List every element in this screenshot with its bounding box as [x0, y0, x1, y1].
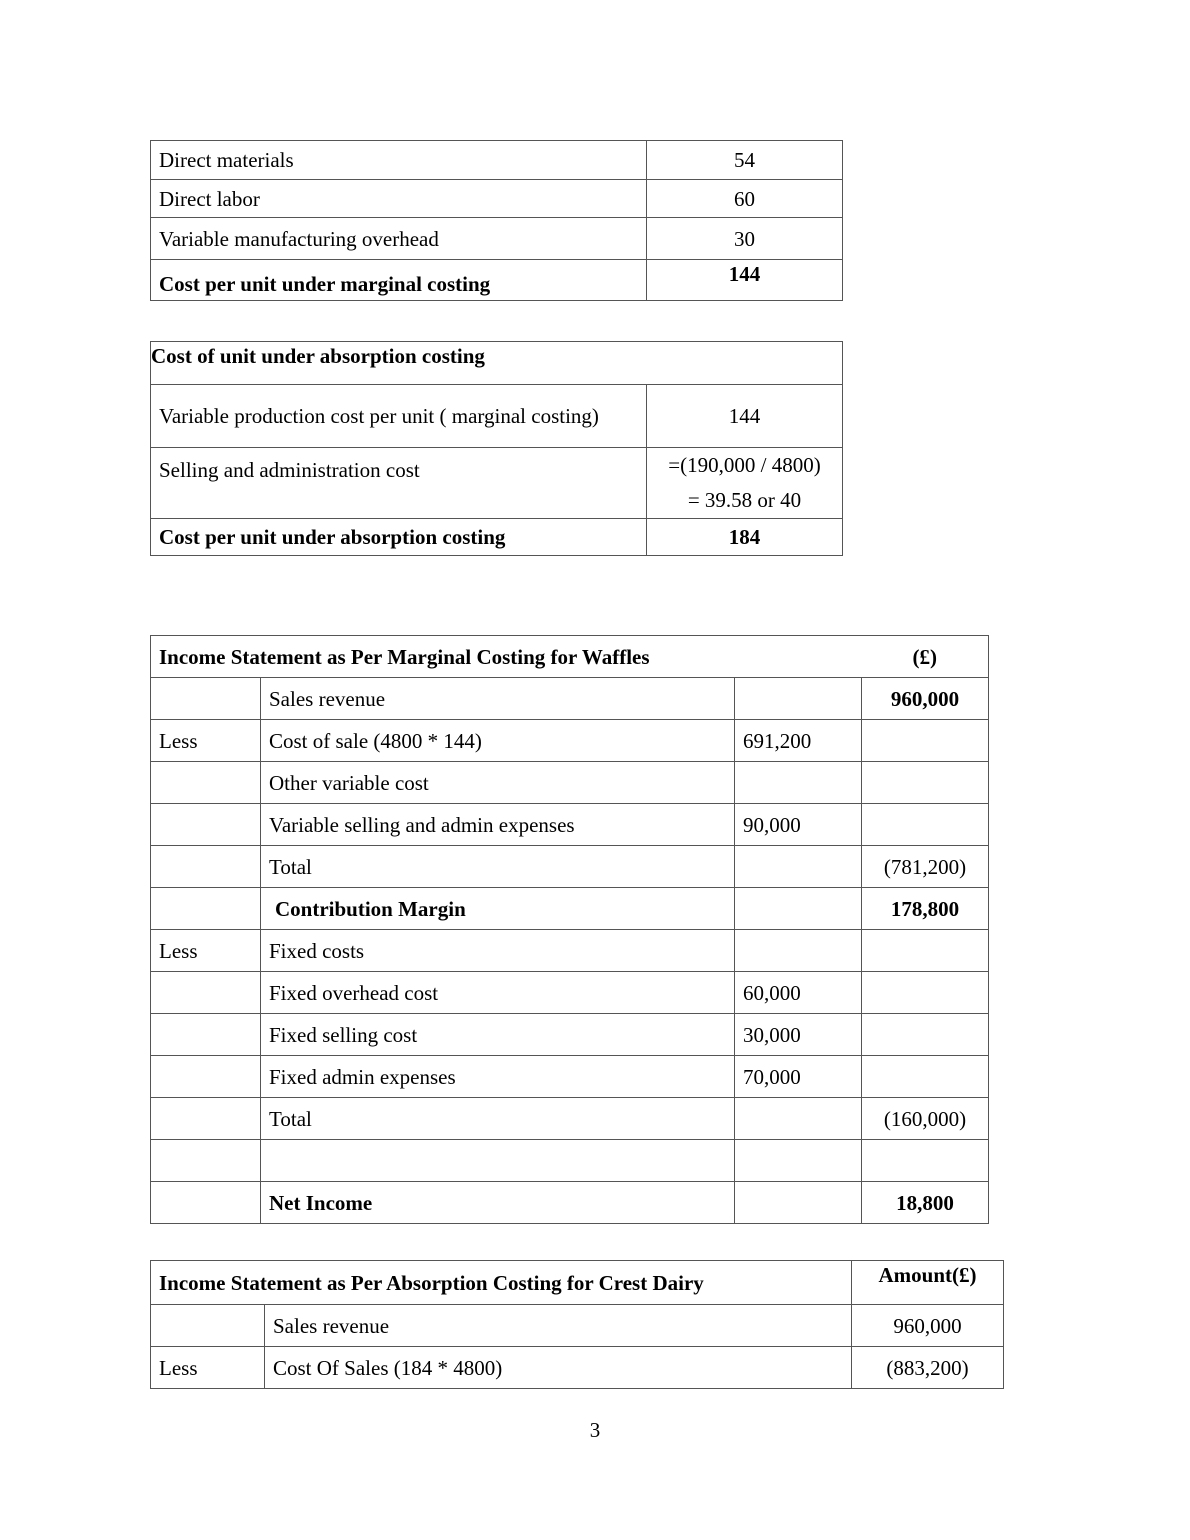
- row-prefix: [151, 888, 261, 930]
- row-subamount: [735, 1182, 862, 1224]
- table-row: [151, 1056, 989, 1098]
- row-prefix: [151, 972, 261, 1014]
- row-value: 54: [647, 141, 843, 180]
- row-prefix: [151, 1056, 261, 1098]
- table-row: [151, 678, 989, 720]
- marginal-income-statement-table: [150, 635, 989, 1224]
- row-label: Fixed admin expenses: [261, 1056, 735, 1098]
- currency-header: (£): [862, 636, 989, 678]
- row-value: =(190,000 / 4800): [668, 453, 821, 477]
- row-amount: 18,800: [862, 1182, 989, 1224]
- row-amount: [862, 972, 989, 1014]
- table-row: [151, 448, 843, 519]
- row-prefix: Less: [151, 930, 261, 972]
- absorption-income-statement-table: [150, 1260, 1004, 1389]
- row-prefix: [151, 1182, 261, 1224]
- row-subamount: [735, 1098, 862, 1140]
- amount-header: Amount(£): [852, 1261, 1004, 1305]
- row-subamount: 90,000: [735, 804, 862, 846]
- row-subamount: 691,200: [735, 720, 862, 762]
- row-amount: (883,200): [852, 1347, 1004, 1389]
- row-prefix: [151, 1140, 261, 1182]
- row-value: 144: [647, 260, 843, 301]
- row-label: Sales revenue: [261, 678, 735, 720]
- row-amount: (160,000): [862, 1098, 989, 1140]
- table-title: Income Statement as Per Absorption Costing for Crest Dairy: [151, 1261, 852, 1305]
- row-label: Contribution Margin: [261, 888, 735, 930]
- row-subamount: 30,000: [735, 1014, 862, 1056]
- row-label: Cost per unit under absorption costing: [151, 519, 647, 556]
- row-value: 60: [647, 180, 843, 218]
- row-label: [261, 1140, 735, 1182]
- table-row: [151, 1182, 989, 1224]
- table-row: [151, 141, 843, 180]
- table-row: [151, 804, 989, 846]
- row-subamount: [735, 678, 862, 720]
- row-prefix: Less: [151, 720, 261, 762]
- row-label: Fixed costs: [261, 930, 735, 972]
- row-label: Cost of sale (4800 * 144): [261, 720, 735, 762]
- row-prefix: [151, 804, 261, 846]
- row-subamount: [735, 1140, 862, 1182]
- row-subamount: [735, 888, 862, 930]
- row-amount: (781,200): [862, 846, 989, 888]
- table-row: [151, 1305, 1004, 1347]
- table-row: [151, 720, 989, 762]
- row-label: Cost per unit under marginal costing: [151, 260, 647, 301]
- table-title: Income Statement as Per Marginal Costing for Waffles: [151, 636, 862, 678]
- row-label: Selling and administration cost: [151, 448, 647, 519]
- row-subamount: 70,000: [735, 1056, 862, 1098]
- row-label: Total: [261, 1098, 735, 1140]
- table-row: [151, 260, 843, 301]
- row-amount: [862, 930, 989, 972]
- row-label: Total: [261, 846, 735, 888]
- table-row: [151, 385, 843, 448]
- table-row: [151, 1014, 989, 1056]
- table-row: [151, 1140, 989, 1182]
- row-label: Net Income: [261, 1182, 735, 1224]
- table-row: [151, 180, 843, 218]
- row-subamount: 60,000: [735, 972, 862, 1014]
- row-value: 144: [647, 385, 843, 448]
- row-prefix: [151, 1305, 265, 1347]
- row-amount: [862, 762, 989, 804]
- row-amount: [862, 1056, 989, 1098]
- row-amount: [862, 1140, 989, 1182]
- row-label: Fixed overhead cost: [261, 972, 735, 1014]
- marginal-unit-cost-table: [150, 140, 843, 301]
- row-amount: [862, 804, 989, 846]
- table-row: [151, 846, 989, 888]
- row-amount: [862, 1014, 989, 1056]
- table-row: [151, 930, 989, 972]
- row-prefix: [151, 846, 261, 888]
- absorption-unit-cost-table: [150, 341, 843, 556]
- row-label: Sales revenue: [265, 1305, 852, 1347]
- table-row: [151, 1347, 1004, 1389]
- table-title: Cost of unit under absorption costing: [151, 342, 843, 385]
- row-label: Cost Of Sales (184 * 4800): [265, 1347, 852, 1389]
- table-row: [151, 762, 989, 804]
- row-label: Direct labor: [151, 180, 647, 218]
- row-prefix: Less: [151, 1347, 265, 1389]
- row-label: Variable manufacturing overhead: [151, 218, 647, 260]
- row-value: 184: [647, 519, 843, 556]
- row-prefix: [151, 678, 261, 720]
- table-row: [151, 1098, 989, 1140]
- row-prefix: [151, 1014, 261, 1056]
- row-amount: 178,800: [862, 888, 989, 930]
- row-label: Variable selling and admin expenses: [261, 804, 735, 846]
- row-prefix: [151, 762, 261, 804]
- row-subamount: [735, 846, 862, 888]
- page-number: 3: [589, 1418, 601, 1442]
- row-label: Direct materials: [151, 141, 647, 180]
- table-row: [151, 972, 989, 1014]
- row-label: Fixed selling cost: [261, 1014, 735, 1056]
- row-amount: [862, 720, 989, 762]
- row-value-result: = 39.58 or 40: [687, 488, 802, 512]
- row-label: Other variable cost: [261, 762, 735, 804]
- table-row: [151, 519, 843, 556]
- row-amount: 960,000: [862, 678, 989, 720]
- row-amount: 960,000: [852, 1305, 1004, 1347]
- table-row: [151, 888, 989, 930]
- row-subamount: [735, 930, 862, 972]
- row-label: Variable production cost per unit ( marginal costing): [151, 385, 647, 448]
- table-row: [151, 218, 843, 260]
- row-subamount: [735, 762, 862, 804]
- row-prefix: [151, 1098, 261, 1140]
- row-value: 30: [647, 218, 843, 260]
